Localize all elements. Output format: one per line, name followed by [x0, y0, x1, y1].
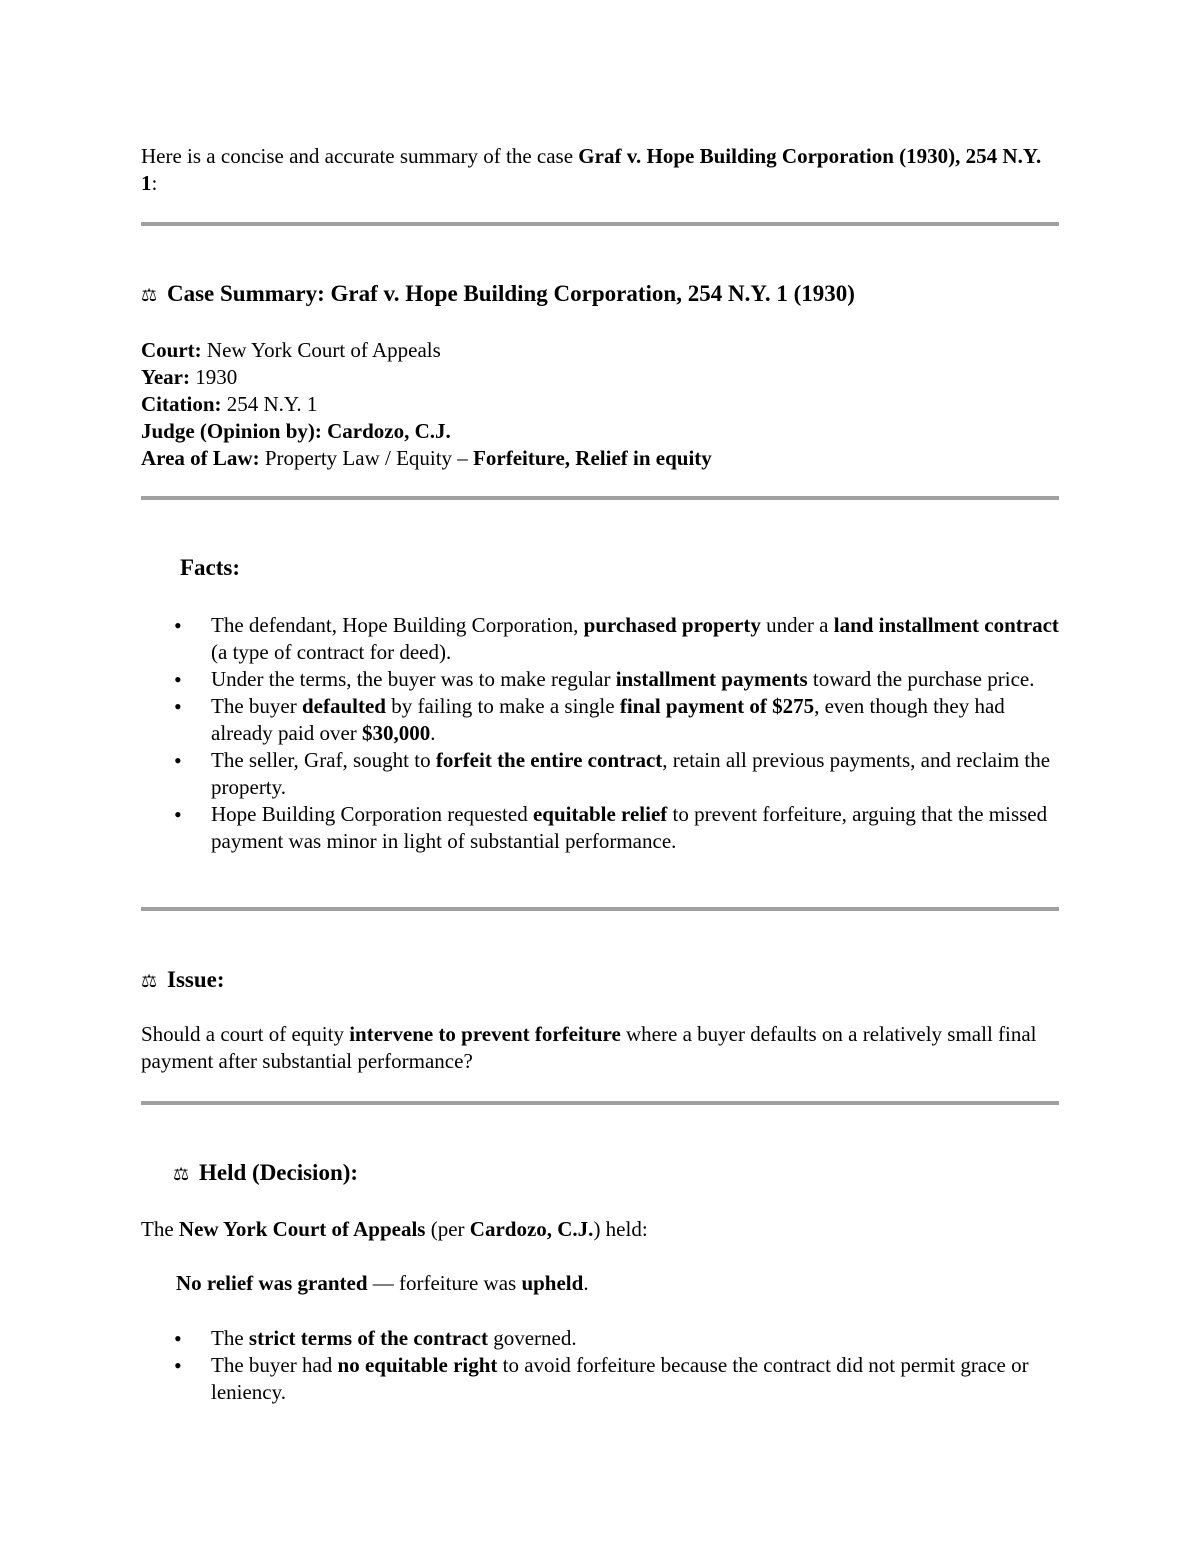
bold-text: intervene to prevent forfeiture — [349, 1022, 621, 1046]
text: governed. — [487, 1326, 577, 1350]
text: (a type of contract for deed). — [211, 640, 452, 664]
text: The seller, Graf, sought to — [211, 748, 436, 772]
text: Should a court of equity — [141, 1022, 350, 1046]
text: to avoid forfeiture because the contract did not permit grace or leniency. — [211, 1353, 1029, 1404]
list-item — [141, 801, 1061, 855]
case-details — [141, 337, 1061, 472]
text: The — [141, 1217, 179, 1241]
intro-text: Here is a concise and accurate summary of the case — [141, 144, 579, 168]
bold-text: forfeit the entire contract — [435, 748, 663, 772]
held-intro — [141, 1216, 1061, 1243]
text: (per — [425, 1217, 470, 1241]
text: under a — [760, 613, 834, 637]
bold-text: land installment contract — [833, 613, 1059, 637]
facts-list — [141, 612, 1061, 855]
list-item — [141, 1352, 1061, 1406]
facts-heading: Facts: — [180, 555, 241, 580]
divider — [141, 222, 1059, 226]
bold-text: upheld — [521, 1271, 584, 1295]
bold-text: Cardozo, C.J. — [469, 1217, 594, 1241]
bold-text: New York Court of Appeals — [178, 1217, 426, 1241]
text: The buyer had — [211, 1353, 338, 1377]
bold-text: installment payments — [615, 667, 808, 691]
issue-heading-text: Issue: — [167, 967, 225, 992]
court-value: New York Court of Appeals — [206, 338, 441, 362]
summary-heading — [141, 279, 1061, 311]
list-item — [141, 747, 1061, 801]
held-result — [176, 1270, 1056, 1297]
intro-paragraph — [141, 143, 1061, 197]
list-item — [141, 666, 1061, 693]
issue-paragraph — [141, 1021, 1061, 1075]
judge-label: Judge (Opinion by): — [141, 419, 322, 443]
text: , even though they had already paid over — [211, 694, 1005, 745]
area-bold: Forfeiture, Relief in equity — [473, 446, 712, 470]
bold-text: no equitable right — [337, 1353, 498, 1377]
divider — [141, 1101, 1059, 1105]
text: . — [430, 721, 436, 745]
judge-value: Cardozo, C.J. — [327, 419, 451, 443]
held-list — [141, 1325, 1061, 1406]
list-item — [141, 1325, 1061, 1352]
area-line — [141, 445, 1061, 472]
bold-text: defaulted — [301, 694, 386, 718]
text: Under the terms, the buyer was to make regular — [211, 667, 616, 691]
text: The — [211, 1326, 249, 1350]
scales-icon: ⚖ — [141, 285, 158, 306]
judge-line — [141, 418, 1061, 445]
area-label: Area of Law: — [141, 446, 260, 470]
bold-text: $30,000 — [362, 721, 431, 745]
court-line — [141, 337, 1061, 364]
list-item — [141, 612, 1061, 666]
year-label: Year: — [141, 365, 190, 389]
bold-text: strict terms of the contract — [248, 1326, 488, 1350]
scales-icon: ⚖ — [141, 971, 158, 992]
scales-icon: ⚖ — [173, 1164, 190, 1185]
area-value: Property Law / Equity – — [264, 446, 474, 470]
divider — [141, 496, 1059, 500]
text: by failing to make a single — [385, 694, 620, 718]
text: — forfeiture was — [367, 1271, 522, 1295]
year-line — [141, 364, 1061, 391]
summary-heading-text: Case Summary: Graf v. Hope Building Corporation, 254 N.Y. 1 (1930) — [167, 281, 855, 306]
bold-text: No relief was granted — [176, 1271, 368, 1295]
citation-label: Citation: — [141, 392, 222, 416]
citation-value: 254 N.Y. 1 — [226, 392, 318, 416]
bold-text: purchased property — [583, 613, 761, 637]
bold-text: equitable relief — [532, 802, 668, 826]
text: toward the purchase price. — [807, 667, 1035, 691]
court-label: Court: — [141, 338, 202, 362]
issue-heading — [141, 965, 1061, 997]
bold-text: final payment of $275 — [619, 694, 815, 718]
held-heading-text: Held (Decision): — [199, 1160, 359, 1185]
text: to prevent forfeiture, arguing that the missed payment was minor in light of substantial performance. — [211, 802, 1048, 853]
text: where a buyer defaults on a relatively small final payment after substantial performance? — [141, 1022, 1037, 1073]
citation-line — [141, 391, 1061, 418]
text: The defendant, Hope Building Corporation, — [211, 613, 584, 637]
text: Hope Building Corporation requested — [211, 802, 533, 826]
text: The buyer — [211, 694, 302, 718]
held-heading — [173, 1158, 1053, 1190]
list-item — [141, 693, 1061, 747]
text: , retain all previous payments, and reclaim the property. — [211, 748, 1051, 799]
text: . — [583, 1271, 589, 1295]
year-value: 1930 — [195, 365, 238, 389]
intro-case-name: Graf v. Hope Building Corporation (1930), 254 N.Y. 1 — [141, 144, 1042, 195]
text: ) held: — [593, 1217, 648, 1241]
divider — [141, 907, 1059, 911]
intro-end: : — [151, 171, 158, 195]
